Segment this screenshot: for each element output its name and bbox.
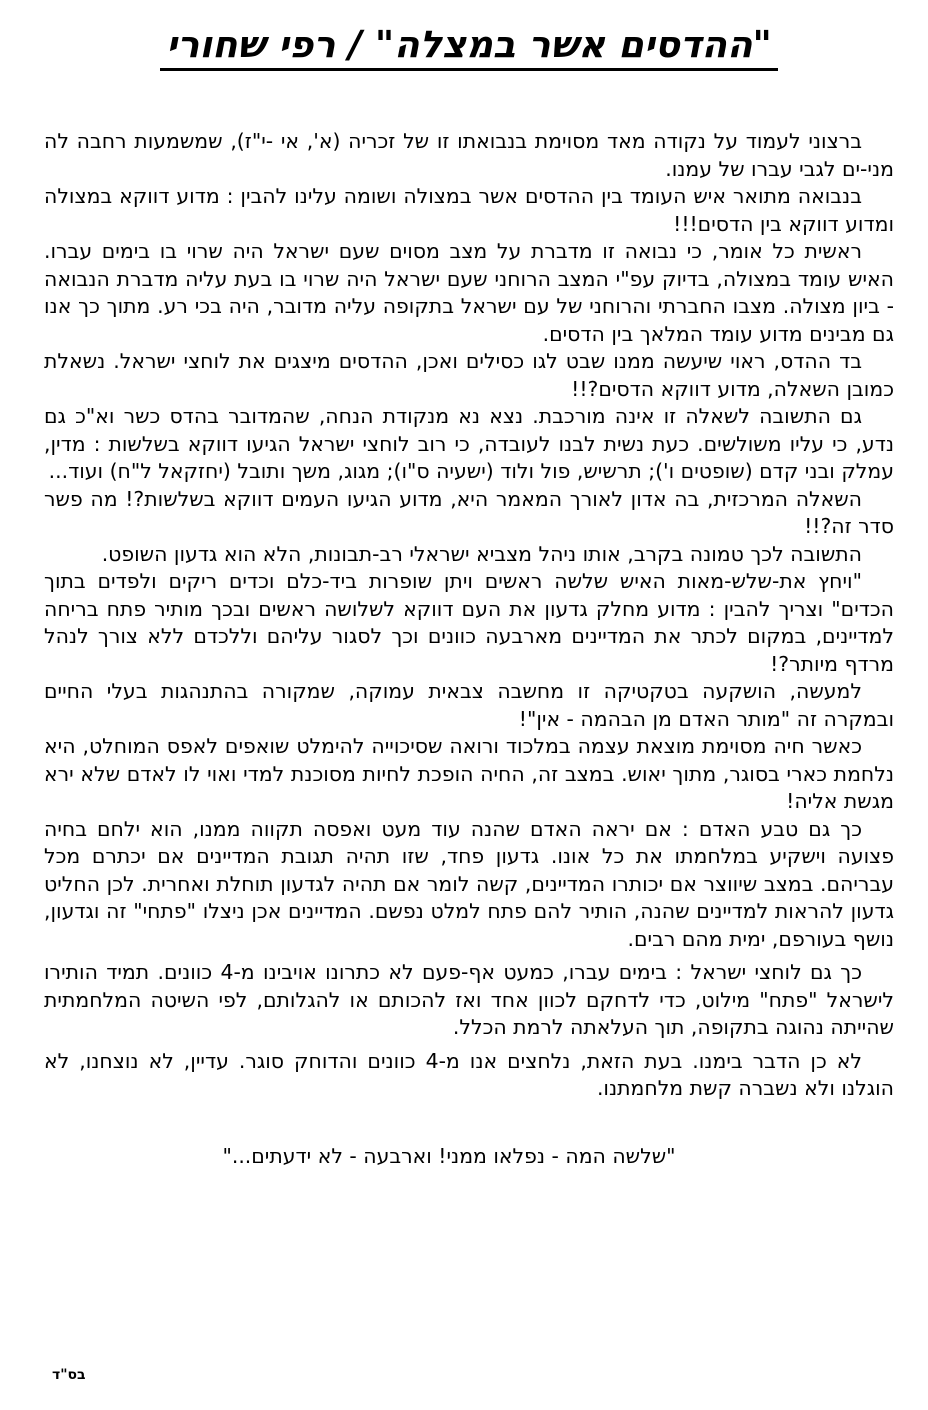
paragraph-4: בד ההדס, ראוי שיעשה ממנו שבט לגו כסילים ואכן, ההדסים מיצגים את לוחצי ישראל. נשאלת כמובן השאלה, מדוע דווקא הדסים?!! bbox=[44, 349, 894, 401]
paragraph-7: התשובה לכך טמונה בקרב, אותו ניהל מצביא ישראלי רב-תבונות, הלא הוא גדעון השופט. bbox=[101, 541, 862, 566]
closing-quote: "שלשה המה - נפלאו ממני! וארבעה - לא ידעתים..." bbox=[222, 1143, 676, 1168]
paragraph-12: כך גם לוחצי ישראל : בימים עברו, כמעט אף-פעם לא כתרונו אויבינו מ-4 כוונים. תמיד הותירו לישראל "פתח" מילוט, כדי לדחקם לכוון אחד ואז להכותם או להגלותם, לפי השיטה המלחמתית שהייתה נהוגה בתקופה, תוך העלאתה לרמת הכלל. bbox=[44, 960, 894, 1039]
article-title-text: "ההדסים אשר במצלה" / רפי שחורי bbox=[160, 23, 778, 71]
paragraph-6: השאלה המרכזית, בה אדון לאורך המאמר היא, מדוע הגיעו העמים דווקא בשלשות?! מה פשר סדר זה?!! bbox=[44, 486, 894, 538]
article-title bbox=[44, 22, 894, 68]
paragraph-8: "ויחץ את-שלש-מאות האיש שלשה ראשים ויתן שופרות ביד-כלם וכדים ריקים ולפדים בתוך הכדים" וצריך להבין : מדוע מחלק גדעון את העם דווקא לשלושה ראשים ובכך מותיר פתח בריחה למדיינים, במקום לכתר את המדיינים מארבעה כוונים וכך לסגור עליהם וללכדם ללא צורך לנהל מרדף מיותר?! bbox=[44, 569, 894, 676]
paragraph-11: כך גם טבע האדם : אם יראה האדם שהנה עוד מעט ואפסה תקווה ממנו, הוא ילחם בחיה פצועה וישקיע במלחמתו את כל אונו. גדעון פחד, שזו תהיה תגובת המדיינים אם יכתרם מכל עבריהם. במצב שיווצר אם יכותרו המדיינים, קשה לומר אם תהיה לגדעון תוחלת ואחרית. לכן החליט גדעון להראות למדיינים שהנה, הותיר להם פתח למלט נפשם. המדיינים אכן ניצלו "פתחי" זה וגדעון, נושף בעורפם, ימית מהם רבים. bbox=[44, 816, 894, 951]
article-body bbox=[44, 128, 894, 1170]
paragraph-9: למעשה, הושקעה בטקטיקה זו מחשבה צבאית עמוקה, שמקורה בהתנהגות בעלי החיים ובמקרה זה "מותר האדם מן הבהמה - אין"! bbox=[44, 679, 894, 731]
paragraph-2: בנבואה מתואר איש העומד בין ההדסים אשר במצולה ושומה עלינו להבין : מדוע דווקא במצולה ומדוע דווקא בין הדסים!!! bbox=[44, 184, 894, 236]
paragraph-5: גם התשובה לשאלה זו אינה מורכבת. נצא נא מנקודת הנחה, שהמדובר בהדס כשר וא"כ גם נדע, כי עליו משולשים. כעת נשית לבנו לעובדה, כי רוב לוחצי ישראל הגיעו דווקא בשלשות : מדין, עמלק ובני קדם (שופטים ו'); תרשיש, פול ולוד (ישעיה ס"ו); מגוג, משך ותובל (יחזקאל ל"ח) ועוד... bbox=[44, 404, 894, 483]
paragraph-10: כאשר חיה מסוימת מוצאת עצמה במלכוד ורואה שסיכוייה להימלט שואפים לאפס המוחלט, היא נלחמת כארי בסוגר, מתוך יאוש. במצב זה, החיה הופכת לחיות מסוכנת למדי ואוי לו לאדם שלא ירא מגשת אליה! bbox=[44, 734, 894, 813]
paragraph-3: ראשית כל אומר, כי נבואה זו מדברת על מצב מסוים שעם ישראל היה שרוי בו בימים עברו. האיש עומד במצולה, בדיוק עפ"י המצב הרוחני שעם ישראל היה שרוי בו בעת עליה מדברת הנבואה - ביון מצולה. מצבו החברתי והרוחני של עם ישראל בתקופה עליה מדובר, היה בכי רע. מתוך כך אנו גם מבינים מדוע עומד המלאך בין הדסים. bbox=[44, 239, 894, 346]
paragraph-13: לא כן הדבר בימנו. בעת הזאת, נלחצים אנו מ-4 כוונים והדוחק סוגר. עדיין, לא נוצחנו, לא הוגלנו ולא נשברה קשת מלחמתנו. bbox=[44, 1048, 894, 1100]
paragraph-1: ברצוני לעמוד על נקודה מאד מסוימת בנבואתו זו של זכריה (א', אי -י"ז), שמשמעות רחבה לה מני-ים לגבי עברו של עמנו. bbox=[44, 129, 894, 181]
signature-mark: בס"ד bbox=[52, 1367, 86, 1383]
